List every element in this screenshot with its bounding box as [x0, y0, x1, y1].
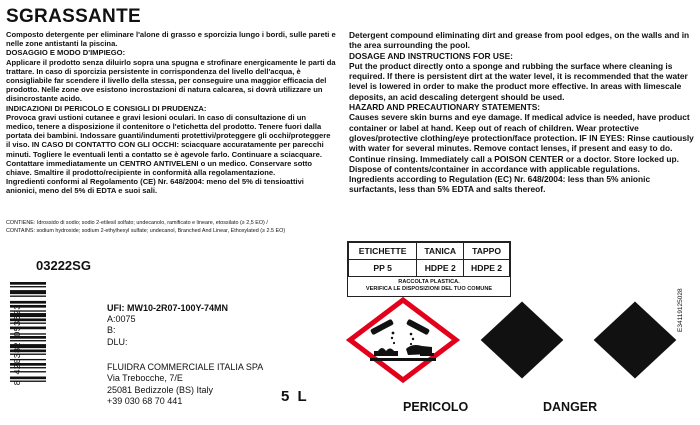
recycle-note — [348, 277, 510, 296]
it-dosage-heading: DOSAGGIO E MODO D'IMPIEGO: — [6, 48, 126, 58]
recycle-note-line1: RACCOLTA PLASTICA. — [398, 279, 460, 285]
company-phone: +39 030 68 70 441 — [107, 395, 183, 406]
it-description: Composto detergente per eliminare l'alone di grasso e sporcizia lungo i bordi, sulle pareti e nelle zone antistanti la piscina. — [6, 30, 336, 49]
recycle-header-cap: TAPPO — [464, 243, 510, 260]
hazard-pictograms — [346, 297, 692, 383]
en-description: Detergent compound eliminating dirt and grease from pool edges, on the walls and in the area surrounding the pool. — [349, 30, 690, 51]
recycle-value-cap: HDPE 2 — [464, 260, 510, 277]
blank-diamond-icon — [478, 299, 566, 381]
it-ingredients: Ingredienti conformi al Regolamento (CE) Nr. 648/2004: meno del 5% di tensioattivi anionici, meno del 5% di EDTA e suoi sali. — [6, 177, 304, 196]
company-city: 25081 Bedizzole (BS) Italy — [107, 384, 214, 395]
it-hazard-heading: INDICAZIONI DI PERICOLO E CONSIGLI DI PRUDENZA: — [6, 103, 207, 113]
contains-en: CONTAINS: sodium hydroxide; sodium 2-ethylhexyl sulfate; undecanol, Branched And Linear, Ethoxylated (≥ 2.5 EO) — [6, 228, 286, 234]
company-name: FLUIDRA COMMERCIALE ITALIA SPA — [107, 362, 264, 372]
side-code: E34119125028 — [677, 288, 684, 332]
company-address — [107, 362, 263, 407]
en-hazard-text: Causes severe skin burns and eye damage. If medical advice is needed, have product container or label at hand. Keep out of reach of children. Wear protective gloves/protective clothing/eye protection/face protection. IF IN EYES: Rinse cautiously with water for several minutes. Remove contact lenses, if present and easy to do. Continue rinsing. Immediately call a POISON CENTER or a doctor. Store locked up. Dispose of contents/container in accordance with applicable regulations. — [349, 112, 694, 174]
signal-word-en: DANGER — [543, 400, 598, 414]
dlu-date: DLU: — [107, 336, 128, 347]
en-dosage-text: Put the product directly onto a sponge and rubbing the surface where cleaning is required. If there is persistent dirt at the water level, it is recommended that the water level is lowered in order to make the product more effective. In areas with limescale deposits, an acid descaling detergent should be used. — [349, 60, 688, 102]
product-code: 03222SG — [36, 258, 91, 273]
corrosion-pictogram-icon — [350, 300, 456, 380]
en-dosage-heading: DOSAGE AND INSTRUCTIONS FOR USE: — [349, 50, 513, 61]
it-dosage-text: Applicare il prodotto senza diluirlo sopra una spugna e strofinare energicamente le parti da trattare. In caso di sporcizia persistente in corrispondenza del livello dell'acqua, è consigliabile far scendere il livello della stessa, per conseguire una maggior efficacia del prodotto. Nelle zone ove esistono incrostazioni di natura calcarea, si dovrà utilizzare un disincrostante acido. — [6, 57, 336, 104]
recycle-header-labels: ETICHETTE — [349, 243, 417, 260]
volume: 5 L — [281, 388, 309, 405]
contains-it: CONTIENE: Idrossido di sodio; sodio 2-etilesil solfato; undecanolo, ramificato e lineare, etossilato (≥ 2,5 EO) / — [6, 220, 268, 226]
en-ingredients: Ingredients according to Regulation (EC) Nr. 648/2004: less than 5% anionic surfactants, less than 5% EDTA and salts thereof. — [349, 174, 651, 195]
english-text-column — [349, 30, 694, 195]
company-street: Via Trebocche, 7/E — [107, 373, 183, 384]
product-title: SGRASSANTE — [6, 6, 141, 27]
lot-b: B: — [107, 325, 116, 336]
barcode-number: 8 420382 053623 — [13, 304, 23, 386]
recycle-value-labels: PP 5 — [349, 260, 417, 277]
en-hazard-heading: HAZARD AND PRECAUTIONARY STATEMENTS: — [349, 102, 541, 113]
italian-text-column — [6, 30, 336, 196]
blank-diamond-icon — [594, 301, 677, 378]
contains-statement — [6, 219, 336, 235]
recycling-table — [347, 241, 511, 297]
identifiers — [107, 303, 228, 348]
it-hazard-text: Provoca gravi ustioni cutanee e gravi lesioni oculari. In caso di consultazione di un medico, tenere a disposizione il contenitore o l'etichetta del prodotto. Tenere fuori dalla portata dei bambini. Indossare guanti/indumenti protettivi/proteggere gli occhi/proteggere il viso. IN CASO DI CONTATTO CON GLI OCCHI: sciacquare accuratamente per parecchi minuti. Togliere le eventuali lenti a contatto se è agevole farlo. Continuare a sciacquare. Contattare immediatamente un CENTRO ANTIVELENI o un medico. Conservare sotto chiave. Smaltire il prodotto/recipiente in conformità alla regolamentazione. — [6, 112, 331, 178]
signal-word-it: PERICOLO — [403, 400, 469, 414]
lot-a: A:0075 — [107, 314, 136, 325]
ufi-code: UFI: MW10-2R07-100Y-74MN — [107, 303, 229, 313]
recycle-value-canister: HDPE 2 — [417, 260, 464, 277]
recycle-header-canister: TANICA — [417, 243, 464, 260]
recycle-note-line2: VERIFICA LE DISPOSIZIONI DEL TUO COMUNE — [365, 286, 493, 292]
